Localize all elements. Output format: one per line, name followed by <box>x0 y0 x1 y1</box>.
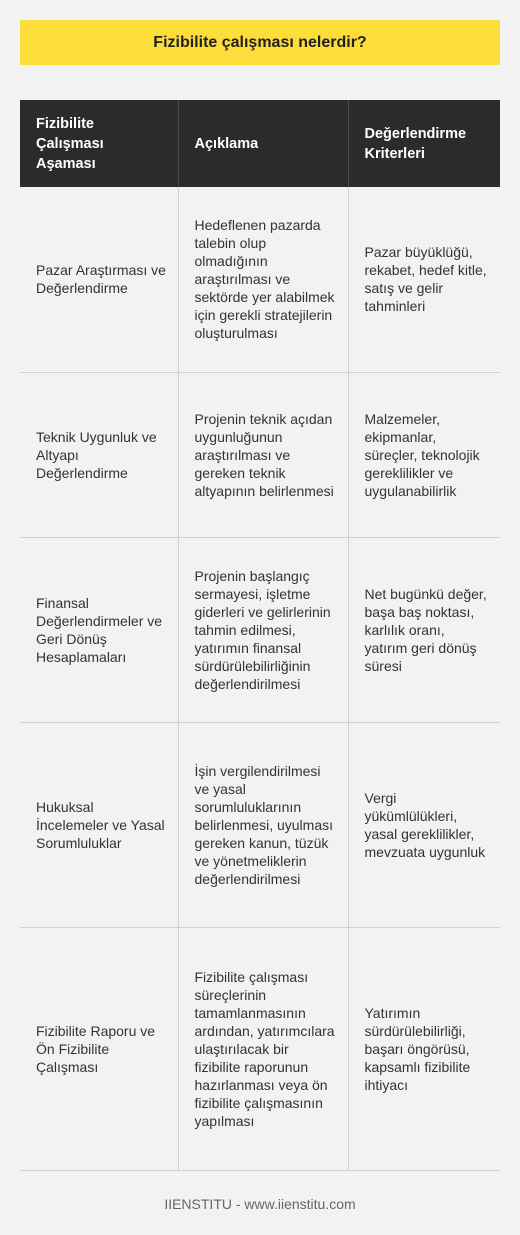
description-cell: Projenin başlangıç sermayesi, işletme giderleri ve gelirlerinin tahmin edilmesi, yatırımın finansal sürdürülebilirliğinin değerlendirilmesi <box>178 537 348 722</box>
stage-cell: Fizibilite Raporu ve Ön Fizibilite Çalışması <box>20 927 178 1170</box>
stage-cell: Teknik Uygunluk ve Altyapı Değerlendirme <box>20 372 178 537</box>
stage-cell: Pazar Araştırması ve Değerlendirme <box>20 187 178 372</box>
description-cell: Fizibilite çalışması süreçlerinin tamamlanmasının ardından, yatırımcılara ulaştırılacak bir fizibilite raporunun hazırlanması veya ön fizibilite çalışmasının yapılması <box>178 927 348 1170</box>
header-stage: Fizibilite Çalışması Aşaması <box>20 100 178 187</box>
criteria-cell: Net bugünkü değer, başa baş noktası, karlılık oranı, yatırım geri dönüş süresi <box>348 537 500 722</box>
table-row <box>20 372 500 537</box>
criteria-cell: Yatırımın sürdürülebilirliği, başarı öngörüsü, kapsamlı fizibilite ihtiyacı <box>348 927 500 1170</box>
criteria-cell: Malzemeler, ekipmanlar, süreçler, teknolojik gereklilikler ve uygulanabilirlik <box>348 372 500 537</box>
page-title: Fizibilite çalışması nelerdir? <box>20 20 500 65</box>
footer-credit: IIENSTITU - www.iienstitu.com <box>164 1196 356 1212</box>
table-row <box>20 927 500 1170</box>
table-row <box>20 187 500 372</box>
header-criteria: Değerlendirme Kriterleri <box>348 100 500 187</box>
feasibility-table <box>20 100 500 1171</box>
table-row <box>20 722 500 927</box>
stage-cell: Finansal Değerlendirmeler ve Geri Dönüş Hesaplamaları <box>20 537 178 722</box>
description-cell: Hedeflenen pazarda talebin olup olmadığının araştırılması ve sektörde yer alabilmek için gerekli stratejilerin oluşturulması <box>178 187 348 372</box>
header-description: Açıklama <box>178 100 348 187</box>
description-cell: İşin vergilendirilmesi ve yasal sorumluluklarının belirlenmesi, uyulması gereken kanun, tüzük ve yönetmeliklerin değerlendirilmesi <box>178 722 348 927</box>
table-header-row <box>20 100 500 187</box>
table-row <box>20 537 500 722</box>
stage-cell: Hukuksal İncelemeler ve Yasal Sorumluluklar <box>20 722 178 927</box>
criteria-cell: Pazar büyüklüğü, rekabet, hedef kitle, satış ve gelir tahminleri <box>348 187 500 372</box>
description-cell: Projenin teknik açıdan uygunluğunun araştırılması ve gereken teknik altyapının belirlenmesi <box>178 372 348 537</box>
criteria-cell: Vergi yükümlülükleri, yasal gereklilikler, mevzuata uygunluk <box>348 722 500 927</box>
